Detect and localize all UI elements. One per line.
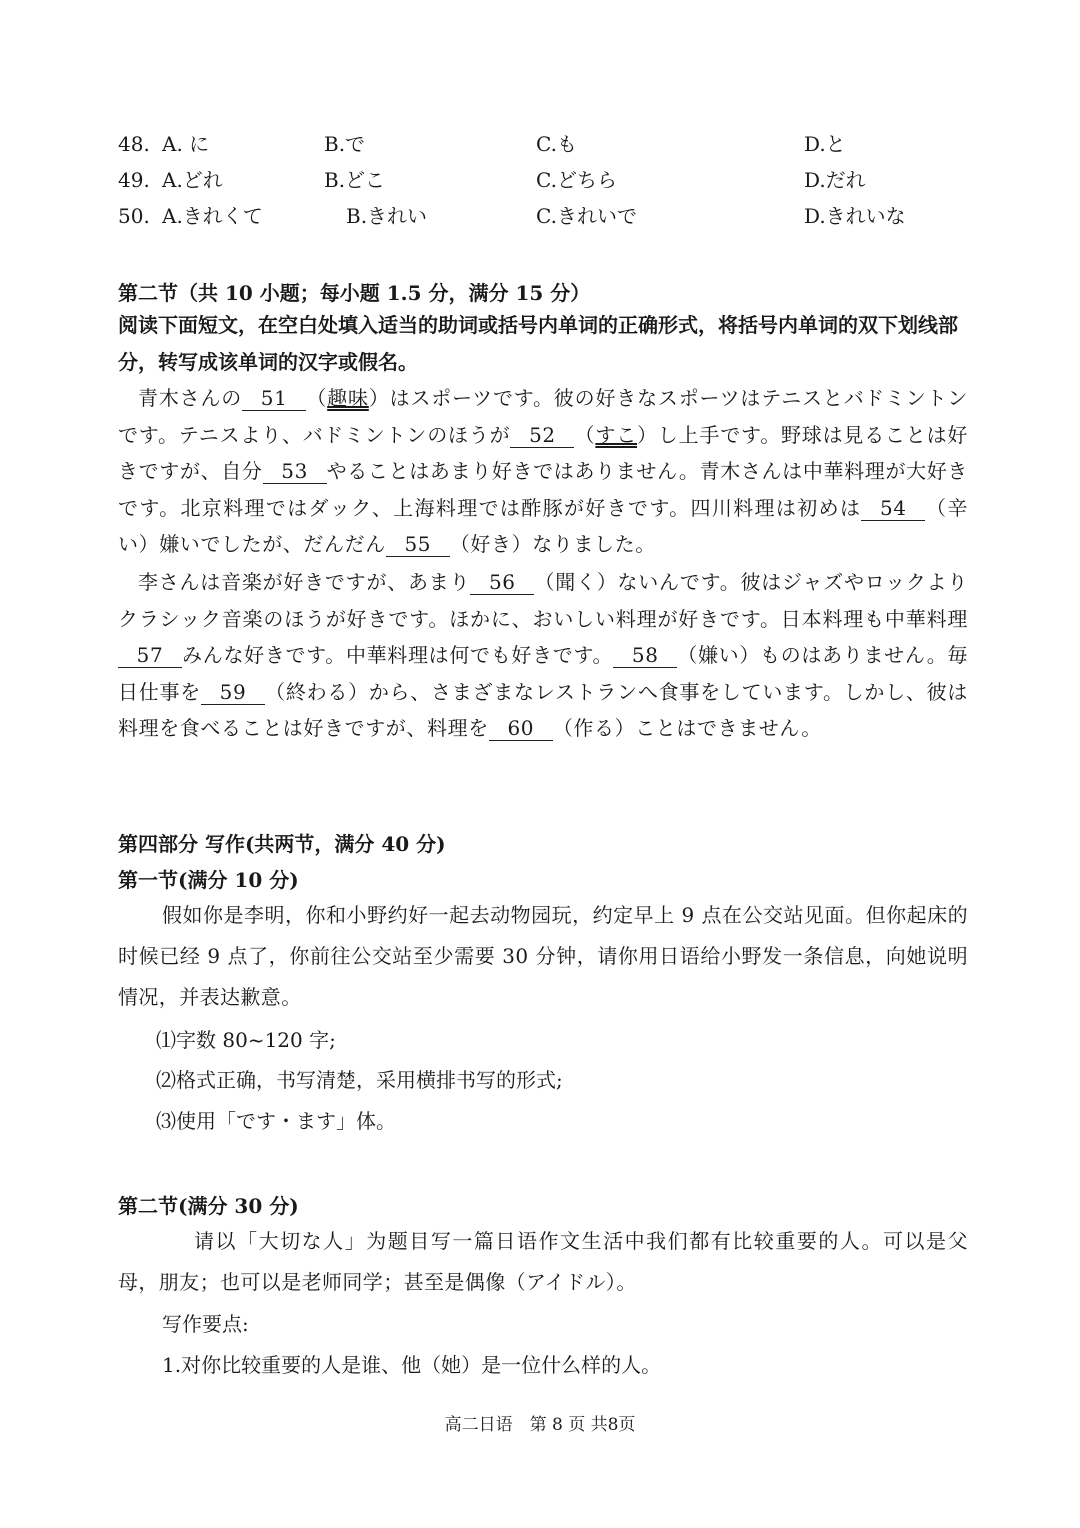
option-b: B.きれい (346, 204, 428, 228)
part4-section2-text: 请以「大切な人」为题目写一篇日语作文生活中我们都有比较重要的人。可以是父母，朋友；也可以是老师同学；甚至是偶像（アイドル）。 (118, 1229, 968, 1294)
text: （辛い）嫌いでしたが、だんだん (118, 495, 968, 557)
option-row-49 (118, 162, 978, 198)
blank-53: 53 (263, 459, 327, 484)
text: （ (306, 386, 328, 410)
writing-points-title: 写作要点: (162, 1312, 249, 1336)
option-c: C.どちら (536, 168, 617, 192)
option-row-50 (118, 198, 978, 234)
requirement-2: ⑵格式正确，书写清楚，采用横排书写的形式; (156, 1068, 563, 1092)
option-a: A. に (162, 132, 210, 156)
text: 青木さんの (138, 386, 243, 410)
requirement-3: ⑶使用「です・ます」体。 (156, 1109, 396, 1133)
blank-58: 58 (613, 643, 677, 668)
choice-options (118, 126, 978, 234)
question-number: 50. (118, 204, 150, 228)
blank-59: 59 (201, 680, 265, 705)
option-b: B.どこ (324, 168, 386, 192)
option-b: B.で (324, 132, 366, 156)
double-underlined-word: すこ (595, 422, 637, 447)
section2-instruction: 阅读下面短文，在空白处填入适当的助词或括号内单词的正确形式，将括号内单词的双下划线部分，转写成该单词的汉字或假名。 (118, 313, 958, 374)
text: （終わる）から、さまざまなレストランへ食事をしています。しかし、彼は料理を食べることは好きですが、料理を (118, 679, 968, 741)
text: ）し上手です。野球は見ることは好きですが、自分 (118, 422, 968, 484)
option-d: D.と (804, 132, 846, 156)
option-row-48 (118, 126, 978, 162)
option-a: A.きれくて (162, 204, 263, 228)
question-number: 48. (118, 132, 150, 156)
text: （聞く）ないんです。彼はジャズやロックよりクラシック音楽のほうが好きです。ほかに、おいしい料理が好きです。日本料理も中華料理 (118, 570, 968, 631)
part4-section1-title: 第一节(满分 10 分) (118, 868, 299, 892)
blank-52: 52 (510, 423, 574, 448)
requirement-1: ⑴字数 80~120 字; (156, 1028, 336, 1052)
option-c: C.きれいで (536, 204, 637, 228)
section2-title: 第二节（共 10 小题；每小题 1.5 分，满分 15 分） (118, 281, 591, 305)
text: （ (574, 422, 596, 447)
text: （好き）なりました。 (449, 532, 656, 557)
part4-title: 第四部分 写作(共两节，满分 40 分) (118, 832, 446, 856)
text: （作る）ことはできません。 (552, 716, 822, 741)
blank-55: 55 (386, 532, 450, 557)
text: やることはあまり好きではありません。青木さんは中華料理が大好きです。北京料理ではダック、上海料理では酢豚が好きです。四川料理は初めは (118, 459, 968, 520)
text: （嫌い）ものはありません。毎日仕事を (118, 643, 968, 704)
option-a: A.どれ (162, 168, 223, 192)
option-d: D.だれ (804, 168, 866, 192)
page-footer: 高二日语 第 8 页 共8页 (444, 1415, 636, 1435)
writing-point-1: 1.对你比较重要的人是谁、他（她）是一位什么样的人。 (162, 1353, 662, 1377)
option-d: D.きれいな (804, 204, 906, 228)
blank-54: 54 (861, 496, 925, 521)
double-underlined-word: 趣味 (327, 386, 369, 410)
blank-56: 56 (470, 570, 534, 595)
blank-57: 57 (118, 643, 182, 668)
part4-section1-text: 假如你是李明，你和小野约好一起去动物园玩，约定早上 9 点在公交站见面。但你起床的时候已经 9 点了，你前往公交站至少需要 30 分钟，请你用日语给小野发一条信息，向她说明情况，并表达歉意。 (118, 903, 968, 1009)
blank-60: 60 (489, 716, 553, 741)
text: ）はスポーツです。彼の好きなスポーツはテニスとバドミントンです。テニスより、バドミントンのほうが (118, 386, 969, 447)
blank-51: 51 (242, 386, 306, 411)
part4-section2-title: 第二节(满分 30 分) (118, 1194, 299, 1218)
passage-paragraph-1 (118, 380, 968, 563)
text: 李さんは音楽が好きですが、あまり (138, 570, 471, 594)
passage-paragraph-2 (118, 564, 968, 747)
option-c: C.も (536, 132, 577, 156)
question-number: 49. (118, 168, 150, 192)
text: みんな好きです。中華料理は何でも好きです。 (182, 643, 614, 668)
